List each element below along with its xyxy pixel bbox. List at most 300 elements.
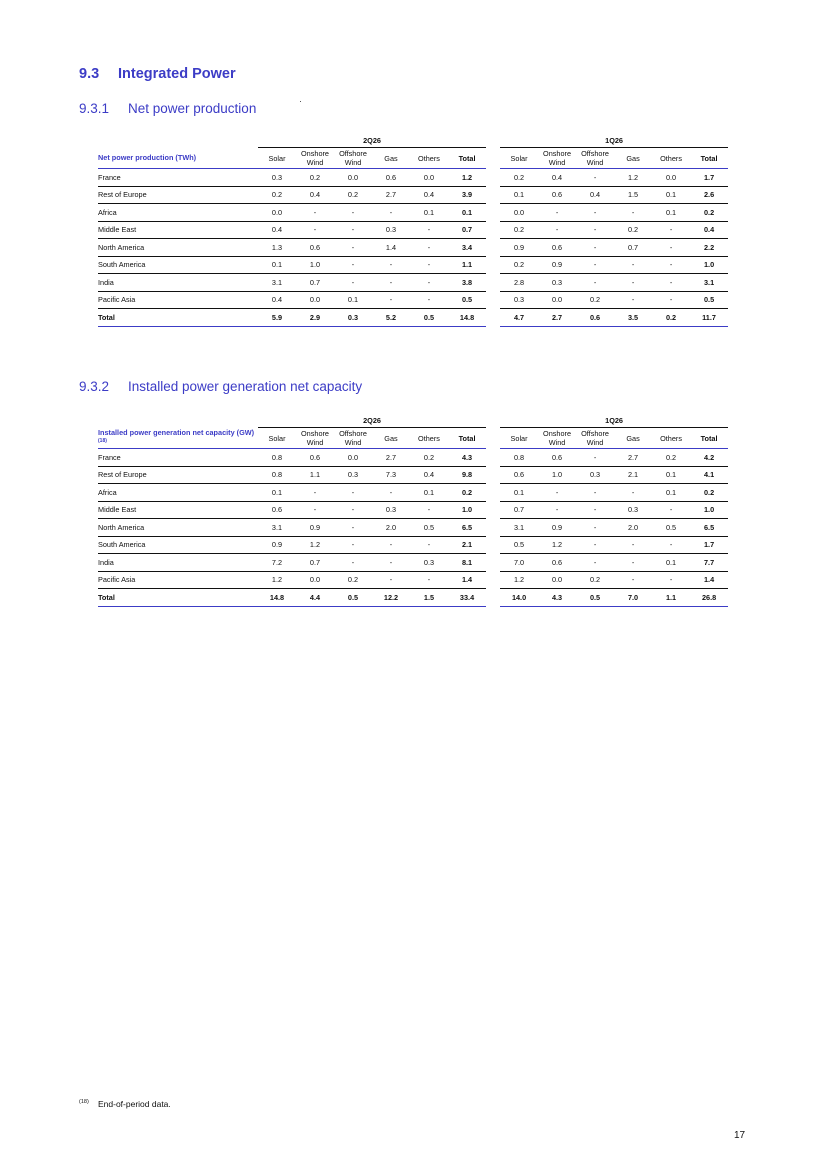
cell-value: 0.0 xyxy=(334,449,372,467)
cell-value: 0.0 xyxy=(538,291,576,309)
cell-value: 0.3 xyxy=(614,501,652,519)
cell-value: 2.0 xyxy=(372,519,410,537)
column-header xyxy=(652,148,690,169)
cell-value: 3.1 xyxy=(258,274,296,292)
cell-value: 6.5 xyxy=(448,519,486,537)
section-number: 9.3 xyxy=(79,66,100,82)
cell-value: - xyxy=(296,204,334,222)
cell-value: 0.1 xyxy=(410,204,448,222)
row-label: North America xyxy=(98,519,258,537)
cell-value: 0.1 xyxy=(258,256,296,274)
cell-value: - xyxy=(652,501,690,519)
cell-value: 0.0 xyxy=(652,169,690,187)
row-label: Middle East xyxy=(98,501,258,519)
cell-value: 3.1 xyxy=(258,519,296,537)
table-row xyxy=(98,204,728,222)
column-header xyxy=(296,428,334,449)
cell-value: 0.2 xyxy=(334,186,372,204)
cell-value: 0.2 xyxy=(690,204,728,222)
column-header-line: Solar xyxy=(510,153,528,163)
table-row xyxy=(98,221,728,239)
cell-value: 0.2 xyxy=(500,221,538,239)
cell-value: - xyxy=(410,571,448,589)
cell-value: 2.0 xyxy=(614,519,652,537)
column-header-line: Onshore xyxy=(301,149,329,158)
column-header-line: Wind xyxy=(344,438,362,447)
column-header-line: Gas xyxy=(626,153,640,163)
cell-value: - xyxy=(334,221,372,239)
cell-value: 0.3 xyxy=(538,274,576,292)
column-header xyxy=(500,428,538,449)
cell-value: 0.5 xyxy=(334,589,372,607)
cell-value: 0.7 xyxy=(296,554,334,572)
column-header xyxy=(334,148,372,169)
footnote-marker: (18) xyxy=(79,1099,89,1106)
period-label: 2Q26 xyxy=(258,413,486,428)
cell-value: 0.6 xyxy=(372,169,410,187)
footnote-text: End-of-period data. xyxy=(98,1099,171,1109)
cell-value: 1.2 xyxy=(258,571,296,589)
column-header xyxy=(538,428,576,449)
cell-value: 0.9 xyxy=(538,519,576,537)
cell-value: 0.2 xyxy=(652,449,690,467)
row-label: India xyxy=(98,274,258,292)
cell-value: - xyxy=(296,484,334,502)
column-header xyxy=(500,148,538,169)
cell-value: 11.7 xyxy=(690,309,728,327)
cell-value: 0.1 xyxy=(652,186,690,204)
cell-value: - xyxy=(538,221,576,239)
cell-value: 0.5 xyxy=(410,519,448,537)
cell-value: - xyxy=(652,291,690,309)
cell-value: 0.7 xyxy=(448,221,486,239)
cell-value: 2.7 xyxy=(372,449,410,467)
column-header-line: Wind xyxy=(306,158,324,167)
footnote xyxy=(79,1099,171,1109)
row-label: Middle East xyxy=(98,221,258,239)
cell-value: 3.8 xyxy=(448,274,486,292)
cell-value: 1.2 xyxy=(538,536,576,554)
cell-value: 0.2 xyxy=(690,484,728,502)
cell-value: 0.3 xyxy=(334,466,372,484)
cell-value: 4.1 xyxy=(690,466,728,484)
cell-value: 14.0 xyxy=(500,589,538,607)
cell-value: - xyxy=(372,204,410,222)
column-header-line: Others xyxy=(660,153,682,163)
row-label: France xyxy=(98,169,258,187)
cell-value: 1.0 xyxy=(296,256,334,274)
cell-value: 1.7 xyxy=(690,169,728,187)
cell-value: 3.1 xyxy=(690,274,728,292)
cell-value: 0.3 xyxy=(372,501,410,519)
cell-value: 0.2 xyxy=(576,571,614,589)
cell-value: - xyxy=(410,536,448,554)
cell-value: - xyxy=(614,204,652,222)
cell-value: - xyxy=(410,291,448,309)
row-label: Total xyxy=(98,589,258,607)
cell-value: - xyxy=(372,291,410,309)
column-header xyxy=(652,428,690,449)
column-header xyxy=(614,428,652,449)
column-header-line: Onshore xyxy=(301,429,329,438)
cell-value: 0.4 xyxy=(690,221,728,239)
cell-value: - xyxy=(576,484,614,502)
cell-value: - xyxy=(334,536,372,554)
cell-value: 0.1 xyxy=(652,204,690,222)
cell-value: 2.6 xyxy=(690,186,728,204)
table-title xyxy=(98,428,258,449)
column-header xyxy=(410,148,448,169)
column-header-line: Gas xyxy=(626,433,640,443)
cell-value: - xyxy=(614,256,652,274)
period-label: 2Q26 xyxy=(258,133,486,148)
cell-value: 0.7 xyxy=(296,274,334,292)
cell-value: - xyxy=(652,571,690,589)
cell-value: - xyxy=(538,204,576,222)
column-header-line: Wind xyxy=(586,438,604,447)
column-header xyxy=(576,148,614,169)
cell-value: - xyxy=(576,256,614,274)
column-header-line: Wind xyxy=(548,438,566,447)
section-heading xyxy=(79,66,236,82)
cell-value: 0.6 xyxy=(538,186,576,204)
cell-value: 0.9 xyxy=(538,256,576,274)
cell-value: - xyxy=(410,274,448,292)
column-header-line: Wind xyxy=(344,158,362,167)
row-label: Total xyxy=(98,309,258,327)
column-header-line: Offshore xyxy=(581,429,609,438)
period-label: 1Q26 xyxy=(500,133,728,148)
cell-value: 0.9 xyxy=(258,536,296,554)
cell-value: 0.2 xyxy=(500,169,538,187)
column-header-line: Gas xyxy=(384,153,398,163)
column-header-line: Offshore xyxy=(581,149,609,158)
cell-value: - xyxy=(538,501,576,519)
table-row xyxy=(98,291,728,309)
cell-value: 0.4 xyxy=(258,291,296,309)
cell-value: - xyxy=(576,449,614,467)
column-header-line: Wind xyxy=(306,438,324,447)
subsection-title: Net power production xyxy=(128,101,257,116)
stray-dot xyxy=(300,101,301,102)
cell-value: 2.2 xyxy=(690,239,728,257)
cell-value: - xyxy=(614,571,652,589)
table-total-row xyxy=(98,589,728,607)
table-row xyxy=(98,554,728,572)
cell-value: 12.2 xyxy=(372,589,410,607)
cell-value: 0.1 xyxy=(652,466,690,484)
column-header-line: Offshore xyxy=(339,429,367,438)
cell-value: 3.1 xyxy=(500,519,538,537)
cell-value: 1.0 xyxy=(538,466,576,484)
cell-value: - xyxy=(372,536,410,554)
section-title: Integrated Power xyxy=(118,66,236,82)
column-header-row xyxy=(98,428,728,449)
cell-value: 1.1 xyxy=(652,589,690,607)
cell-value: 0.2 xyxy=(652,309,690,327)
row-label: France xyxy=(98,449,258,467)
cell-value: - xyxy=(652,274,690,292)
cell-value: 0.9 xyxy=(500,239,538,257)
cell-value: - xyxy=(372,554,410,572)
cell-value: 2.9 xyxy=(296,309,334,327)
cell-value: 6.5 xyxy=(690,519,728,537)
cell-value: - xyxy=(296,501,334,519)
subsection-heading-1 xyxy=(79,101,256,116)
cell-value: - xyxy=(614,554,652,572)
table-title-footnote-ref: (18) xyxy=(98,438,107,445)
cell-value: - xyxy=(576,169,614,187)
cell-value: 26.8 xyxy=(690,589,728,607)
column-header-line: Total xyxy=(700,433,718,443)
cell-value: 1.0 xyxy=(690,256,728,274)
subsection-title: Installed power generation net capacity xyxy=(128,379,363,394)
cell-value: - xyxy=(334,519,372,537)
cell-value: - xyxy=(334,204,372,222)
cell-value: 0.4 xyxy=(410,186,448,204)
subsection-heading-2 xyxy=(79,379,362,394)
cell-value: 0.0 xyxy=(410,169,448,187)
column-header-line: Offshore xyxy=(339,149,367,158)
table-row xyxy=(98,449,728,467)
column-header xyxy=(372,148,410,169)
cell-value: 0.6 xyxy=(538,239,576,257)
cell-value: 0.2 xyxy=(448,484,486,502)
cell-value: 1.7 xyxy=(690,536,728,554)
column-header xyxy=(538,148,576,169)
cell-value: - xyxy=(372,256,410,274)
cell-value: 1.0 xyxy=(448,501,486,519)
cell-value: 0.7 xyxy=(614,239,652,257)
cell-value: 7.0 xyxy=(500,554,538,572)
cell-value: 1.2 xyxy=(448,169,486,187)
column-header-line: Onshore xyxy=(543,149,572,158)
cell-value: - xyxy=(372,484,410,502)
column-header xyxy=(690,428,728,449)
cell-value: 4.3 xyxy=(448,449,486,467)
cell-value: 2.1 xyxy=(448,536,486,554)
column-header-row xyxy=(98,148,728,169)
cell-value: 0.8 xyxy=(258,466,296,484)
cell-value: - xyxy=(334,554,372,572)
column-header xyxy=(334,428,372,449)
column-header xyxy=(614,148,652,169)
cell-value: 3.4 xyxy=(448,239,486,257)
cell-value: - xyxy=(538,484,576,502)
cell-value: 0.2 xyxy=(258,186,296,204)
cell-value: 8.1 xyxy=(448,554,486,572)
cell-value: - xyxy=(576,519,614,537)
column-header-line: Wind xyxy=(586,158,604,167)
column-header-line: Solar xyxy=(510,433,528,443)
table-row xyxy=(98,239,728,257)
cell-value: 1.1 xyxy=(448,256,486,274)
cell-value: 0.0 xyxy=(334,169,372,187)
row-label: Pacific Asia xyxy=(98,571,258,589)
column-header-line: Others xyxy=(660,433,682,443)
cell-value: 0.1 xyxy=(410,484,448,502)
subsection-number: 9.3.2 xyxy=(79,379,110,394)
row-label: North America xyxy=(98,239,258,257)
column-header xyxy=(576,428,614,449)
row-label: India xyxy=(98,554,258,572)
cell-value: 0.0 xyxy=(500,204,538,222)
cell-value: 0.1 xyxy=(258,484,296,502)
cell-value: 0.6 xyxy=(296,239,334,257)
table-row xyxy=(98,256,728,274)
cell-value: 3.9 xyxy=(448,186,486,204)
cell-value: 14.8 xyxy=(258,589,296,607)
cell-value: - xyxy=(372,274,410,292)
cell-value: 4.7 xyxy=(500,309,538,327)
cell-value: - xyxy=(410,221,448,239)
cell-value: 4.2 xyxy=(690,449,728,467)
column-header-line: Total xyxy=(458,153,476,163)
cell-value: 3.5 xyxy=(614,309,652,327)
cell-value: 0.3 xyxy=(576,466,614,484)
period-header-row xyxy=(98,133,728,148)
cell-value: 0.7 xyxy=(500,501,538,519)
cell-value: 4.4 xyxy=(296,589,334,607)
cell-value: 0.0 xyxy=(296,291,334,309)
cell-value: 0.5 xyxy=(690,291,728,309)
table-row xyxy=(98,186,728,204)
row-label: Rest of Europe xyxy=(98,186,258,204)
cell-value: 2.7 xyxy=(614,449,652,467)
column-header-line: Others xyxy=(418,433,440,443)
cell-value: 2.8 xyxy=(500,274,538,292)
cell-value: - xyxy=(576,204,614,222)
cell-value: 2.7 xyxy=(538,309,576,327)
cell-value: 0.2 xyxy=(500,256,538,274)
cell-value: - xyxy=(334,239,372,257)
cell-value: - xyxy=(614,484,652,502)
cell-value: - xyxy=(334,484,372,502)
installed-capacity-table xyxy=(98,413,728,607)
cell-value: 0.0 xyxy=(296,571,334,589)
column-header xyxy=(690,148,728,169)
cell-value: 1.1 xyxy=(296,466,334,484)
table-total-row xyxy=(98,309,728,327)
cell-value: 0.5 xyxy=(652,519,690,537)
cell-value: 0.6 xyxy=(500,466,538,484)
table-row xyxy=(98,571,728,589)
cell-value: 0.6 xyxy=(296,449,334,467)
cell-value: 7.2 xyxy=(258,554,296,572)
table-row xyxy=(98,274,728,292)
table-row xyxy=(98,466,728,484)
cell-value: 0.3 xyxy=(258,169,296,187)
cell-value: 1.0 xyxy=(690,501,728,519)
cell-value: 0.2 xyxy=(614,221,652,239)
column-header xyxy=(372,428,410,449)
cell-value: 14.8 xyxy=(448,309,486,327)
cell-value: 0.1 xyxy=(500,484,538,502)
cell-value: 0.9 xyxy=(296,519,334,537)
net-power-production-table xyxy=(98,133,728,327)
table-row xyxy=(98,501,728,519)
row-label: Rest of Europe xyxy=(98,466,258,484)
table-row xyxy=(98,169,728,187)
cell-value: 0.6 xyxy=(538,449,576,467)
cell-value: - xyxy=(576,274,614,292)
cell-value: - xyxy=(652,239,690,257)
page-number: 17 xyxy=(734,1130,746,1141)
column-header-line: Onshore xyxy=(543,429,572,438)
row-label: Pacific Asia xyxy=(98,291,258,309)
period-header-row xyxy=(98,413,728,428)
cell-value: - xyxy=(576,501,614,519)
cell-value: 0.1 xyxy=(652,554,690,572)
cell-value: 1.5 xyxy=(614,186,652,204)
table-title-text: Net power production (TWh) xyxy=(98,153,197,163)
cell-value: - xyxy=(614,291,652,309)
cell-value: - xyxy=(614,274,652,292)
cell-value: 5.9 xyxy=(258,309,296,327)
table-row xyxy=(98,484,728,502)
cell-value: 0.2 xyxy=(296,169,334,187)
row-label: South America xyxy=(98,536,258,554)
cell-value: - xyxy=(334,501,372,519)
cell-value: - xyxy=(652,256,690,274)
cell-value: 0.3 xyxy=(334,309,372,327)
row-label: South America xyxy=(98,256,258,274)
cell-value: 0.1 xyxy=(652,484,690,502)
table-row xyxy=(98,536,728,554)
column-header-line: Gas xyxy=(384,433,398,443)
cell-value: 0.6 xyxy=(538,554,576,572)
cell-value: 0.2 xyxy=(576,291,614,309)
cell-value: 4.3 xyxy=(538,589,576,607)
cell-value: 0.2 xyxy=(334,571,372,589)
period-label: 1Q26 xyxy=(500,413,728,428)
column-header-line: Others xyxy=(418,153,440,163)
column-header xyxy=(448,148,486,169)
cell-value: 1.4 xyxy=(372,239,410,257)
column-header xyxy=(296,148,334,169)
cell-value: - xyxy=(652,536,690,554)
cell-value: 2.7 xyxy=(372,186,410,204)
cell-value: 1.2 xyxy=(296,536,334,554)
cell-value: 0.5 xyxy=(410,309,448,327)
cell-value: 0.6 xyxy=(576,309,614,327)
cell-value: 1.3 xyxy=(258,239,296,257)
column-header-line: Total xyxy=(700,153,718,163)
cell-value: 0.1 xyxy=(448,204,486,222)
cell-value: 0.3 xyxy=(372,221,410,239)
table-title xyxy=(98,148,258,169)
cell-value: 0.0 xyxy=(538,571,576,589)
cell-value: 0.4 xyxy=(538,169,576,187)
cell-value: - xyxy=(576,221,614,239)
row-label: Africa xyxy=(98,484,258,502)
cell-value: 0.1 xyxy=(334,291,372,309)
cell-value: 7.0 xyxy=(614,589,652,607)
cell-value: 0.4 xyxy=(410,466,448,484)
column-header xyxy=(258,148,296,169)
cell-value: - xyxy=(576,239,614,257)
table-row xyxy=(98,519,728,537)
column-header-line: Solar xyxy=(268,433,286,443)
cell-value: 5.2 xyxy=(372,309,410,327)
column-header xyxy=(410,428,448,449)
cell-value: 0.0 xyxy=(258,204,296,222)
cell-value: - xyxy=(372,571,410,589)
cell-value: - xyxy=(296,221,334,239)
cell-value: 1.2 xyxy=(614,169,652,187)
cell-value: - xyxy=(334,274,372,292)
cell-value: 0.5 xyxy=(576,589,614,607)
